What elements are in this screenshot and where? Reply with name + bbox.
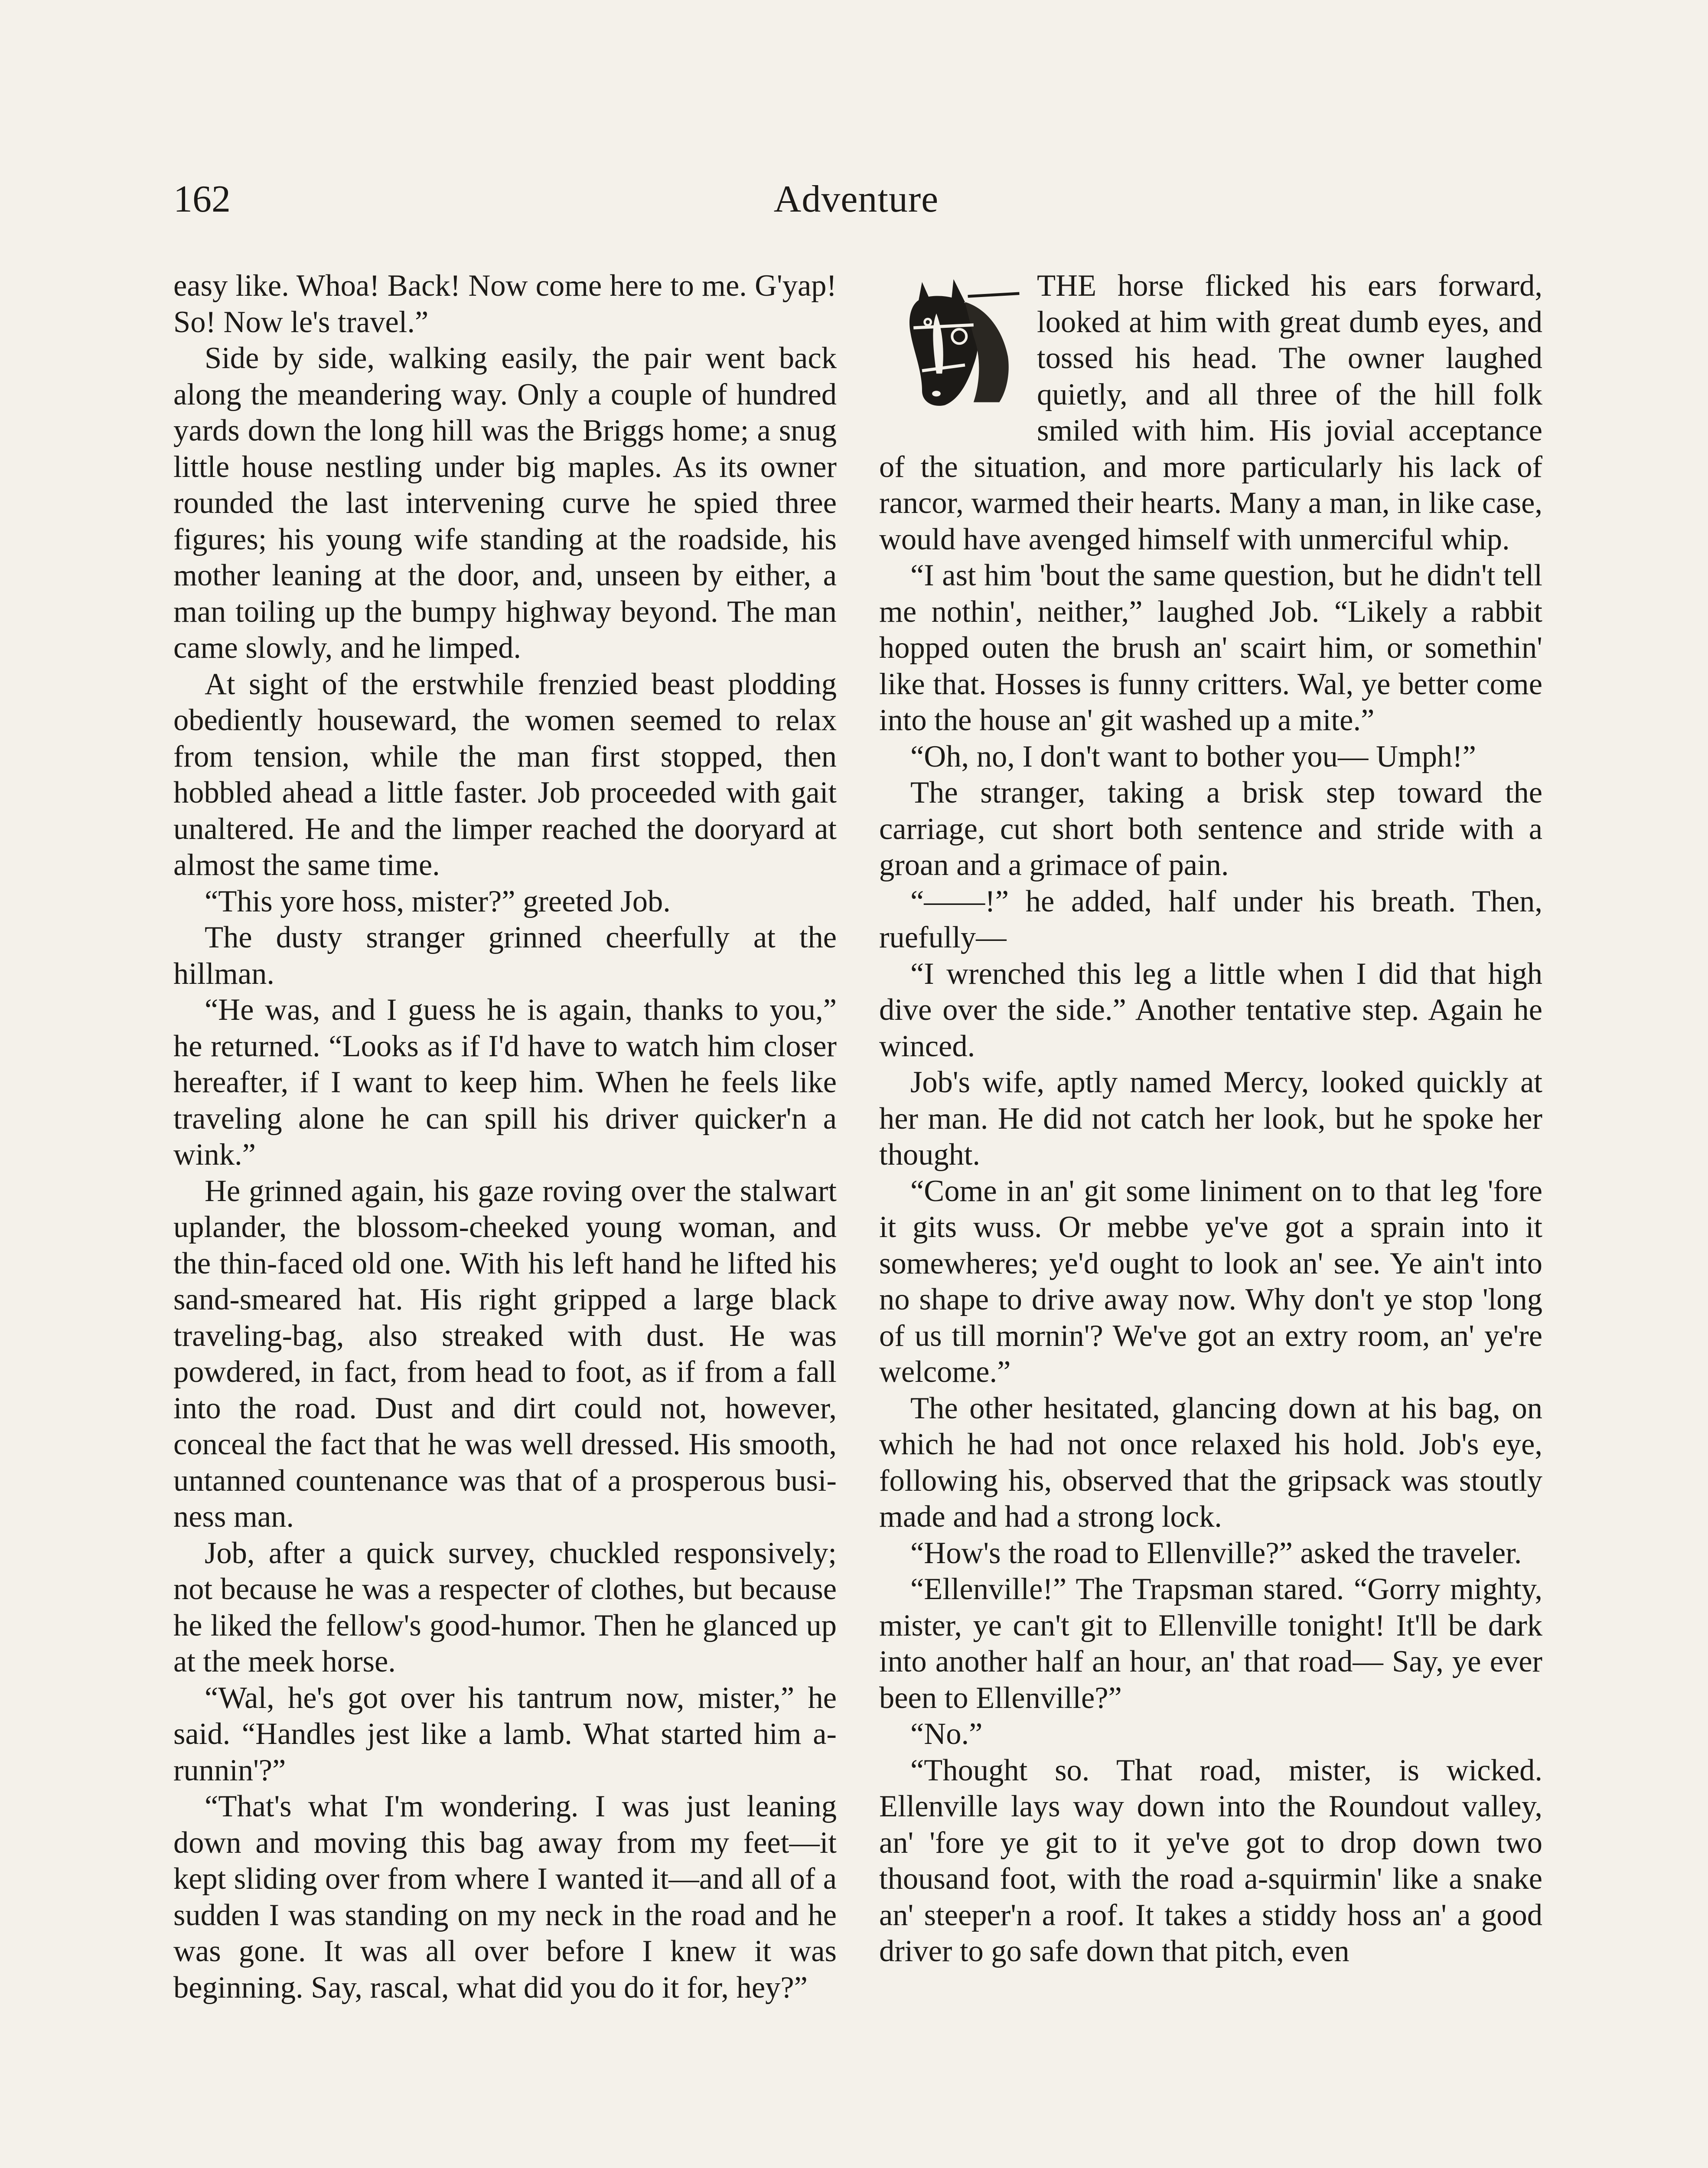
paragraph: “No.” [910,1717,983,1751]
paragraph: “Thought so. That road, mister, is wicked. Ellenville lays way down into the Roundout valley, an' 'fore ye git to it ye've got to drop down two thousand foot, with the road a-squirmin' like a snake an' steeper'n a roof. It takes a stiddy hoss an' a good driver to go safe down that pitch, even [879,1753,1542,1968]
paragraph: easy like. Whoa! Back! Now come here to me. G'yap! So! Now le's travel.” [173,269,837,339]
paragraph: The stranger, taking a brisk step toward the carriage, cut short both sentence and stride with a groan and a grimace of pain. [879,776,1542,882]
paragraph: Job's wife, aptly named Mercy, looked quickly at her man. He did not catch her look, but he spoke her thought. [879,1065,1542,1172]
page-number: 162 [173,178,231,220]
horse-head-icon [879,271,1022,414]
paragraph: “——!” he added, half under his breath. Then, ruefully— [879,884,1542,954]
left-column [173,268,837,2006]
running-title: Adventure [773,178,939,220]
paragraph: “Come in an' git some liniment on to that leg 'fore it gits wuss. Or mebbe ye've got a sprain into it somewheres; ye'd ought to look an' see. Ye ain't into no shape to drive away now. Why don't ye stop 'long of us till mornin'? We've got an extry room, an' ye're welcome.” [879,1174,1542,1389]
paragraph: “Wal, he's got over his tantrum now, mister,” he said. “Handles jest like a lamb. What started him a-runnin'?” [173,1681,837,1787]
paragraph: The other hesitated, glancing down at his bag, on which he had not once relaxed his hold. Job's eye, following his, observed that the gripsack was stoutly made and had a strong lock. [879,1391,1542,1534]
right-column [879,268,1542,1970]
paragraph: “He was, and I guess he is again, thanks to you,” he returned. “Looks as if I'd have to watch him closer hereafter, if I want to keep him. When he feels like traveling alone he can spill his driver quicker'n a wink.” [173,993,837,1172]
paragraph: THE horse flicked his ears forward, looked at him with great dumb eyes, and tossed his head. The owner laughed quietly, and all three of the hill folk smiled with him. His jovial acceptance of the situation, and more particularly his lack of rancor, warmed their hearts. Many a man, in like case, would have avenged himself with unmerciful whip. [879,269,1542,556]
page-header [173,173,1539,234]
paragraph: “This yore hoss, mister?” greeted Job. [205,884,671,918]
paragraph: He grinned again, his gaze roving over the stalwart uplander, the blossom-cheeked young woman, and the thin-faced old one. With his left hand he lifted his sand-smeared hat. His right gripped a large black traveling-bag, also streaked with dust. He was powdered, in fact, from head to foot, as if from a fall into the road. Dust and dirt could not, however, conceal the fact that he was well dressed. His smooth, untanned countenance was that of a prosperous business man. [173,1174,837,1534]
paragraph: “That's what I'm wondering. I was just leaning down and moving this bag away from my feet—it kept sliding over from where I wanted it—and all of a sudden I was standing on my neck in the road and he was gone. It was all over before I knew it was beginning. Say, rascal, what did you do it for, hey?” [173,1789,837,2005]
paragraph: “I ast him 'bout the same question, but he didn't tell me nothin', neither,” laughed Job. “Likely a rabbit hopped outen the brush an' scairt him, or somethin' like that. Hosses is funny critters. Wal, ye better come into the house an' git washed up a mite.” [879,558,1542,737]
paragraph: “I wrenched this leg a little when I did that high dive over the side.” Another tentative step. Again he winced. [879,957,1542,1063]
paragraph: “Oh, no, I don't want to bother you— Umph!” [910,739,1476,774]
paragraph: The dusty stranger grinned cheerfully at the hillman. [173,921,837,991]
paragraph: Job, after a quick survey, chuckled responsively; not because he was a respecter of clothes, but because he liked the fellow's good-humor. Then he glanced up at the meek horse. [173,1536,837,1678]
paragraph: At sight of the erstwhile frenzied beast plodding obediently houseward, the women seemed to relax from tension, while the man first stopped, then hobbled ahead a little faster. Job proceeded with gait unaltered. He and the limper reached the dooryard at almost the same time. [173,667,837,882]
paragraph: “Ellenville!” The Trapsman stared. “Gorry mighty, mister, ye can't git to Ellenville tonight! It'll be dark into another half an hour, an' that road— Say, ye ever been to Ellenville?” [879,1572,1542,1715]
paragraph: “How's the road to Ellenville?” asked the traveler. [910,1536,1522,1570]
paragraph: Side by side, walking easily, the pair went back along the meandering way. Only a couple of hundred yards down the long hill was the Briggs home; a snug little house nestling under big maples. As its owner rounded the last intervening curve he spied three figures; his young wife standing at the roadside, his mother leaning at the door, and, unseen by either, a man toiling up the bumpy highway beyond. The man came slowly, and he limped. [173,341,837,665]
